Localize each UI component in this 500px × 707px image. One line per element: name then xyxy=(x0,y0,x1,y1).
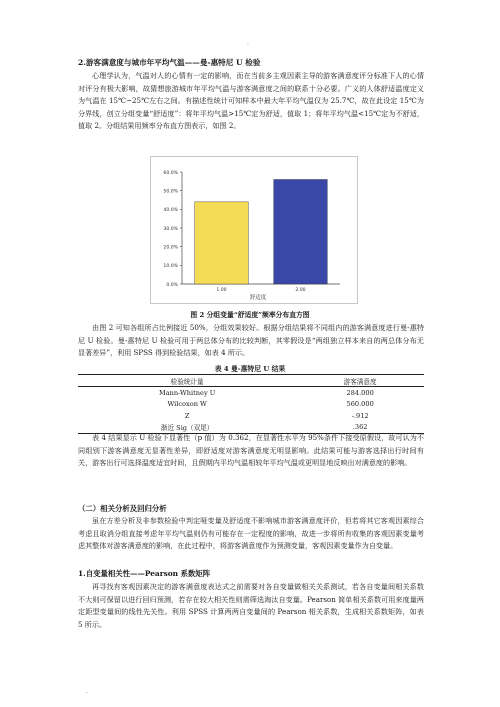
x-axis-label: 舒适度 xyxy=(249,295,267,301)
table-cell: Wilcoxon W xyxy=(167,400,207,409)
x-tick-label: 2.00 xyxy=(295,288,306,293)
paragraph-regression-intro: 虽在方差分析及非参数检验中判定哑变量及舒适度不影响城市游客满意度评价，但若将其它客观因素综合考虑且取消分组直接考虑年平均气温则仍有可能存在一定程度的影响，故进一步将所有收集的客观因素变量考虑其整体对游客满意度的影响，在此过程中，将游客满意度作为预测变量，客观因素变量作为自变量。 xyxy=(78,516,424,551)
bar-1 xyxy=(195,202,249,284)
table-cell: Z xyxy=(184,411,190,420)
table-cell: -.912 xyxy=(351,411,369,420)
table-header-cell: 检验统计量 xyxy=(170,377,204,386)
bar-2 xyxy=(274,179,328,284)
page-top-mark: . xyxy=(247,40,249,47)
y-tick-label: 60.0% xyxy=(163,170,178,176)
table-header-row xyxy=(78,375,424,387)
histogram-chart xyxy=(150,156,358,304)
table-cell: 渐近 Sig（双尾） xyxy=(160,424,214,433)
page-bottom-mark: . xyxy=(86,688,88,695)
figure-caption: 图 2 分组变量“舒适度”频率分布直方图 xyxy=(190,311,310,319)
table-cell: .362 xyxy=(352,423,368,432)
y-tick-label: 40.0% xyxy=(163,208,178,214)
y-tick-label: 30.0% xyxy=(163,226,178,232)
subsection-heading: （二）相关分析及回归分析 xyxy=(78,504,167,513)
table-cell: Mann-Whitney U xyxy=(158,389,216,398)
table-row xyxy=(78,410,424,421)
table-row xyxy=(78,399,424,410)
table-cell: 284.000 xyxy=(346,389,374,398)
y-tick-label: 10.0% xyxy=(163,264,178,270)
x-tick-label: 1.00 xyxy=(216,288,227,293)
paragraph-intro: 心理学认为，气温对人的心情有一定的影响，而在当前多主观因素主导的游客满意度评分标准下人的心情对评分有极大影响，故猜想旅游城市年平均气温与游客满意度之间的联系十分必要。广义的人体舒适温度定义为气温在 15℃~25℃左右之间。有描述性统计可知样本中最大年平均气温仅为 25.7℃，故在此设定 15℃为分界线，创立分组变量“舒适度”：将年平均气温>15℃定为舒适，值取 1；将年平均气温<15℃定为不舒适，值取 2。分组结果用频率分布直方图表示，如图 2。 xyxy=(78,71,424,131)
table-caption: 表 4 曼-惠特尼 U 结果 xyxy=(214,365,286,373)
table-cell: 560.000 xyxy=(346,400,374,409)
section-heading: 2.游客满意度与城市年平均气温——曼-惠特尼 U 检验 xyxy=(78,58,261,67)
y-tick-label: 50.0% xyxy=(163,189,178,195)
table-header-cell: 游客满意度 xyxy=(343,377,377,386)
y-tick-label: 0.0% xyxy=(166,282,178,288)
y-tick-label: 20.0% xyxy=(163,245,178,251)
paragraph-test-intro: 由图 2 可知各组所占比例接近 50%，分组效果较好。根据分组结果将不同组内的游客满意度进行曼-惠特尼 U 检验。曼-惠特尼 U 检验可用于两总体分布的比较判断，其零假设是“两组独立样本来自的两总体分布无显著差异”，利用 SPSS 得到检验结果，如表 4 所示。 xyxy=(78,323,424,358)
section-heading-pearson: 1.自变量相关性——Pearson 系数矩阵 xyxy=(78,569,211,578)
histogram-figure xyxy=(150,156,358,304)
paragraph-pearson: 再寻找有客观因素决定的游客满意度表达式之前需要对各自变量做相关关系测试，若各自变量间相关系数不大则可保留以进行回归预测，若存在较大相关性则需筛选淘汰自变量。Pearson 简单相关系数可用来度量两定距型变量间的线性先关性。利用 SPSS 计算两两自变量间的 Pearson 相关系数，生成相关系数矩阵，如表 5 所示。 xyxy=(78,582,424,629)
results-table xyxy=(78,374,424,434)
table-row xyxy=(78,387,424,399)
paragraph-test-result: 表 4 结果显示 U 检验下显著性（p 值）为 0.362，在显著性水平为 95%条件下接受原假设，故可认为不同组别下游客满意度无显著性差异，即舒适度对游客满意度无明显影响。此结果可能与游客选择出行时间有关，游客出行可选择温度适宜时间，且假期内平均气温相较年平均气温或更明显地反映出对满意度的影响。 xyxy=(78,433,424,468)
